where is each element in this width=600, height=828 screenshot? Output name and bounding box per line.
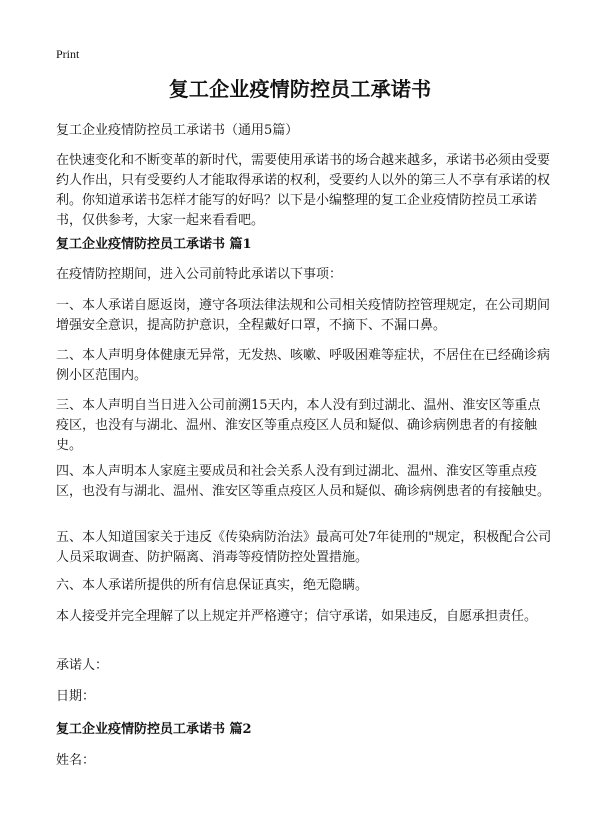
commitment-item-6: 六、本人承诺所提供的所有信息保证真实，绝无隐瞒。 <box>56 578 369 593</box>
page-title: 复工企业疫情防控员工承诺书 <box>168 77 432 101</box>
commitment-item-4: 四、本人声明本人家庭主要成员和社会关系人没有到过湖北、温州、淮安区等重点疫区，也没有与湖北、温州、淮安区等重点疫区人员和疑似、确诊病例患者的有接触史。 <box>56 464 551 499</box>
section-1-lead: 在疫情防控期间，进入公司前特此承诺以下事项： <box>56 267 343 282</box>
commitment-item-3: 三、本人声明自当日进入公司前溯15天内，本人没有到过湖北、温州、淮安区等重点疫区，也没有与湖北、温州、淮安区等重点疫区人员和疑似、确诊病例患者的有接触史。 <box>56 398 541 453</box>
date-label: 日期： <box>56 689 96 704</box>
signer-label: 承诺人： <box>56 658 109 673</box>
intro-paragraph: 在快速变化和不断变革的新时代，需要使用承诺书的场合越来越多，承诺书必须由受要约人作出，只有受要约人才能取得承诺的权利，受要约人以外的第三人不享有承诺的权利。你知道承诺书怎样才能写的好吗？以下是小编整理的复工企业疫情防控员工承诺书，仅供参考，大家一起来看看吧。 <box>56 153 551 228</box>
name-label: 姓名： <box>56 753 96 768</box>
commitment-item-5: 五、本人知道国家关于违反《传染病防治法》最高可处7年徒刑的"规定，积极配合公司人员采取调查、防护隔离、消毒等疫情防控处置措施。 <box>56 530 552 565</box>
document-subtitle: 复工企业疫情防控员工承诺书（通用5篇） <box>56 123 299 138</box>
commitment-item-2: 二、本人声明身体健康无异常，无发热、咳嗽、呼吸困难等症状，不居住在已经确诊病例小区范围内。 <box>56 348 551 383</box>
closing-statement: 本人接受并完全理解了以上规定并严格遵守；信守承诺，如果违反，自愿承担责任。 <box>56 609 538 624</box>
section-1-title: 复工企业疫情防控员工承诺书 篇1 <box>56 237 252 252</box>
section-2-title: 复工企业疫情防控员工承诺书 篇2 <box>56 722 252 737</box>
commitment-item-1: 一、本人承诺自愿返岗，遵守各项法律法规和公司相关疫情防控管理规定，在公司期间增强安全意识，提高防护意识，全程戴好口罩，不摘下、不漏口鼻。 <box>56 298 551 333</box>
print-link[interactable]: Print <box>56 47 80 61</box>
